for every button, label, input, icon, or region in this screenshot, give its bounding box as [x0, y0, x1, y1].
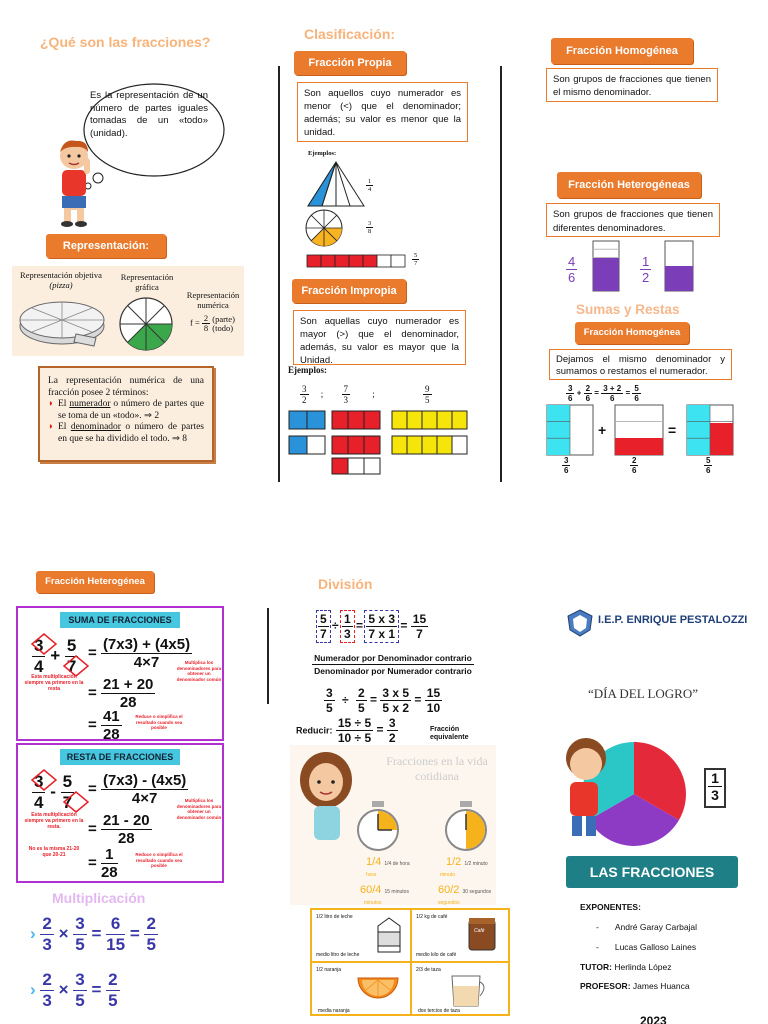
daily-life-title: Fracciones en la vida cotidiana [386, 754, 488, 783]
improper-examples-row: $\frac{3}{2}$ ; $\frac{7}{3}$ ; $\frac{9}{5}$ [302, 384, 430, 405]
exponents-label: EXPONENTES: [580, 902, 641, 912]
cover-pie-illustration [556, 732, 696, 850]
proper-fraction-definition: Son aquellos cuyo numerador es menor (<) que el denominador; además; su valor es menor que la unidad. [297, 82, 468, 142]
orange-half-icon [356, 974, 400, 1004]
graphic-label: Representación gráfica [120, 272, 174, 292]
clock-minutes-unit: minutos [364, 900, 382, 906]
multiplication-title: Multiplicación [52, 890, 146, 906]
sum-rule: Dejamos el mismo denominador y sumamos o restamos el numerador. [549, 349, 732, 380]
heterogeneous-fraction-tag: Fracción Heterogéneas [557, 172, 701, 198]
food-orange-top: 1/2 naranja [316, 967, 342, 973]
examples-label: Ejemplos: [288, 365, 327, 375]
professor-line: PROFESOR: James Huanca [580, 981, 690, 991]
sum-bar-a-icon [546, 404, 594, 456]
pie-graphic-icon [118, 296, 174, 352]
homogeneous-fraction-tag: Fracción Homogénea [551, 38, 693, 64]
bar-four-sixths-icon [592, 240, 620, 292]
sum-fractions-header: SUMA DE FRACCIONES [60, 612, 180, 628]
objective-label: Representación objetiva (pizza) [20, 270, 102, 290]
clock-half-icon [444, 800, 488, 852]
sum-note-simplify: Reduce o simplifica el resultado cuando sea posible [135, 714, 183, 730]
subtract-note-first: Esta multiplicación siempre va primero en la resta. [24, 812, 84, 830]
numeric-formula: f = $\frac{2}{8}$ (parte) (todo) [190, 313, 235, 333]
milk-carton-icon [374, 916, 404, 954]
food-coffee-top: 1/2 kg de café [416, 914, 448, 920]
fraction-four-sixths: $\frac{4}{6}$ [568, 254, 576, 285]
sum-bar-result-icon [686, 404, 734, 456]
division-title: División [318, 576, 373, 592]
homogeneous-sum-tag: Fracción Homogénea [575, 322, 689, 344]
fraction-one-half: $\frac{1}{2}$ [642, 254, 650, 285]
improper-bars-icon [288, 410, 468, 476]
food-milk-bottom: medio litro de leche [316, 952, 360, 958]
triangle-fraction-icon [306, 160, 366, 208]
cross-multiply-marks-sub [30, 768, 90, 814]
division-rule: Numerador por Denominador contrario Denominador por Numerador contrario [312, 652, 474, 677]
year: 2023 [640, 1014, 667, 1024]
division-example-1: $\frac{5}{7}$ ÷ $\frac{1}{3}$ = $\frac{5 x 3}{7 x 1}$ = $\frac{15}{7}$ [320, 612, 427, 641]
divider-line-1 [278, 66, 280, 482]
bar-a-fraction: $\frac{3}{6}$ [564, 456, 569, 475]
coffee-bag-icon [466, 916, 498, 952]
heterogeneous-definition: Son grupos de fracciones que tienen diferentes denominadores. [546, 203, 720, 237]
sum-step-3: = $\frac{41}{28}$ [88, 708, 120, 743]
bar-b-fraction: $\frac{2}{6}$ [632, 456, 637, 475]
school-crest-icon [566, 608, 594, 638]
representation-tag: Representación: [46, 234, 166, 258]
clock-seconds-label: 60/2 30 segundos [438, 884, 492, 896]
fraction-definition: Es la representación de un número de partes iguales tomadas de un «todo» (unidad). [90, 90, 208, 139]
division-example-2: $\frac{3}{5}$ ÷ $\frac{2}{5}$ = $\frac{3 x 5}{5 x 2}$ = $\frac{15}{10}$ [326, 686, 441, 715]
clock-minutes-label: 60/4 15 minutos [360, 884, 409, 896]
examples-label-small: Ejemplos: [308, 150, 337, 157]
girl-illustration [292, 750, 362, 846]
food-cup-bottom: dos tercios de taza [418, 1008, 460, 1014]
sum-bar-b-icon [614, 404, 664, 456]
boy-illustration [50, 138, 98, 228]
measuring-cup-icon [446, 974, 490, 1008]
clock-seconds-unit: segundos [438, 900, 460, 906]
sum-fractions-operands: $\frac{3}{4}$ + $\frac{5}{7}$ [34, 636, 77, 676]
sum-step-1: = $\frac{(7x3) + (4x5)}{4\times 7}$ [88, 636, 191, 671]
proper-fraction-tag: Fracción Propia [294, 51, 406, 75]
division-reduce: Reducir: $\frac{15 \div 5}{10 \div 5}$ = $\frac{3}{2}$ [296, 716, 396, 745]
sum-equation: $\frac{3}{6}$ + $\frac{2}{6}$ = $\frac{3 + 2}{6}$ = $\frac{5}{6}$ [568, 384, 639, 403]
subtract-step-2: = $\frac{21 - 20}{28}$ [88, 812, 150, 847]
fraction-one-quarter: $\frac{1}{4}$ [368, 178, 372, 193]
clock-quarter-label: 1/4 1/4 de hora [366, 856, 410, 868]
cross-multiply-marks [30, 632, 90, 678]
fraction-five-sevenths: $\frac{5}{7}$ [414, 252, 418, 267]
sum-note-common-denominator: Multiplica los denominadores para obtener un denominador común [176, 660, 222, 682]
pizza-icon [16, 290, 108, 354]
equal-sign: = [668, 422, 677, 438]
food-milk-top: 1/2 litro de leche [316, 914, 353, 920]
food-grid-hline [310, 961, 510, 963]
sums-and-subtractions-title: Sumas y Restas [576, 302, 680, 317]
exponent-2: - Lucas Galloso Laines [596, 942, 697, 952]
plus-sign: + [598, 422, 607, 438]
subtract-step-3: = $\frac{1}{28}$ [88, 846, 118, 881]
clock-half-label: 1/2 1/2 minuto [446, 856, 488, 868]
subtract-note-simplify: Reduce o simplifica el resultado cuando sea posible [135, 852, 183, 868]
coffee-bag-label: Café [474, 928, 485, 934]
multiplication-example-1: › $\frac{2}{3}$ × $\frac{3}{5}$ = $\frac{6}{15}$ = $\frac{2}{5}$ [30, 914, 156, 954]
subtract-fractions-header: RESTA DE FRACCIONES [60, 749, 180, 765]
subtract-fractions-operands: $\frac{3}{4}$ - $\frac{5}{7}$ [34, 772, 73, 812]
event-title: “DÍA DEL LOGRO” [588, 686, 698, 701]
fraction-three-eighths: $\frac{3}{8}$ [368, 220, 372, 235]
divider-line-2 [500, 66, 502, 482]
tutor-line: TUTOR: Herlinda López [580, 962, 672, 972]
clock-quarter-icon [356, 800, 400, 852]
terms-box: La representación numérica de una fracción posee 2 términos: ◗ El numerador o número de partes que se toma de un «todo». ⇒ 2 ◗ El denominador o número de partes en que se ha dividido el todo. ⇒ 8 [38, 366, 214, 462]
bar-one-half-icon [664, 240, 694, 292]
school-name: I.E.P. ENRIQUE PESTALOZZI [598, 614, 748, 626]
sum-note-first: Esta multiplicación siempre va primero en la resta [24, 674, 84, 692]
multiplication-example-2: › $\frac{2}{3}$ × $\frac{3}{5}$ = $\frac{2}{5}$ [30, 970, 118, 1010]
equivalent-fraction-label: Fracción equivalente [430, 726, 469, 741]
bar-fraction-icon [306, 254, 406, 268]
cover-fraction: $\frac{1}{3}$ [708, 770, 722, 803]
food-cup-top: 2/3 de taza [416, 967, 441, 973]
clock-quarter-unit: hora [366, 872, 377, 878]
homogeneous-definition: Son grupos de fracciones que tienen el mismo denominador. [546, 68, 718, 102]
sum-step-2: = $\frac{21 + 20}{28}$ [88, 676, 154, 711]
subtract-step-1: = $\frac{(7x3) - (4x5)}{4\times 7}$ [88, 772, 187, 807]
exponent-1: - André Garay Carbajal [596, 922, 698, 932]
divider-line-3 [267, 608, 269, 704]
subtract-note-order: No es la misma 21-20 que 20-21 [28, 846, 80, 858]
subtract-note-common-denominator: Multiplica los denominadores para obtener un denominador común [176, 798, 222, 820]
food-coffee-bottom: medio kilo de café [416, 952, 457, 958]
circle-fraction-icon [304, 208, 344, 248]
what-are-fractions-title: ¿Qué son las fracciones? [40, 34, 211, 50]
improper-fraction-definition: Son aquellas cuyo numerador es mayor (>) que el denominador, además, su valor es mayor que la Unidad. [293, 310, 466, 365]
heterogeneous-ops-tag: Fracción Heterogénea [36, 571, 154, 593]
classification-title: Clasificación: [304, 26, 396, 42]
clock-half-unit: minuto [440, 872, 456, 878]
improper-fraction-tag: Fracción Impropia [292, 279, 406, 303]
food-orange-bottom: media naranja [318, 1008, 350, 1014]
fractions-banner: LAS FRACCIONES [566, 856, 738, 888]
bar-result-fraction: $\frac{5}{6}$ [706, 456, 711, 475]
numeric-label: Representación numérica [186, 290, 240, 310]
